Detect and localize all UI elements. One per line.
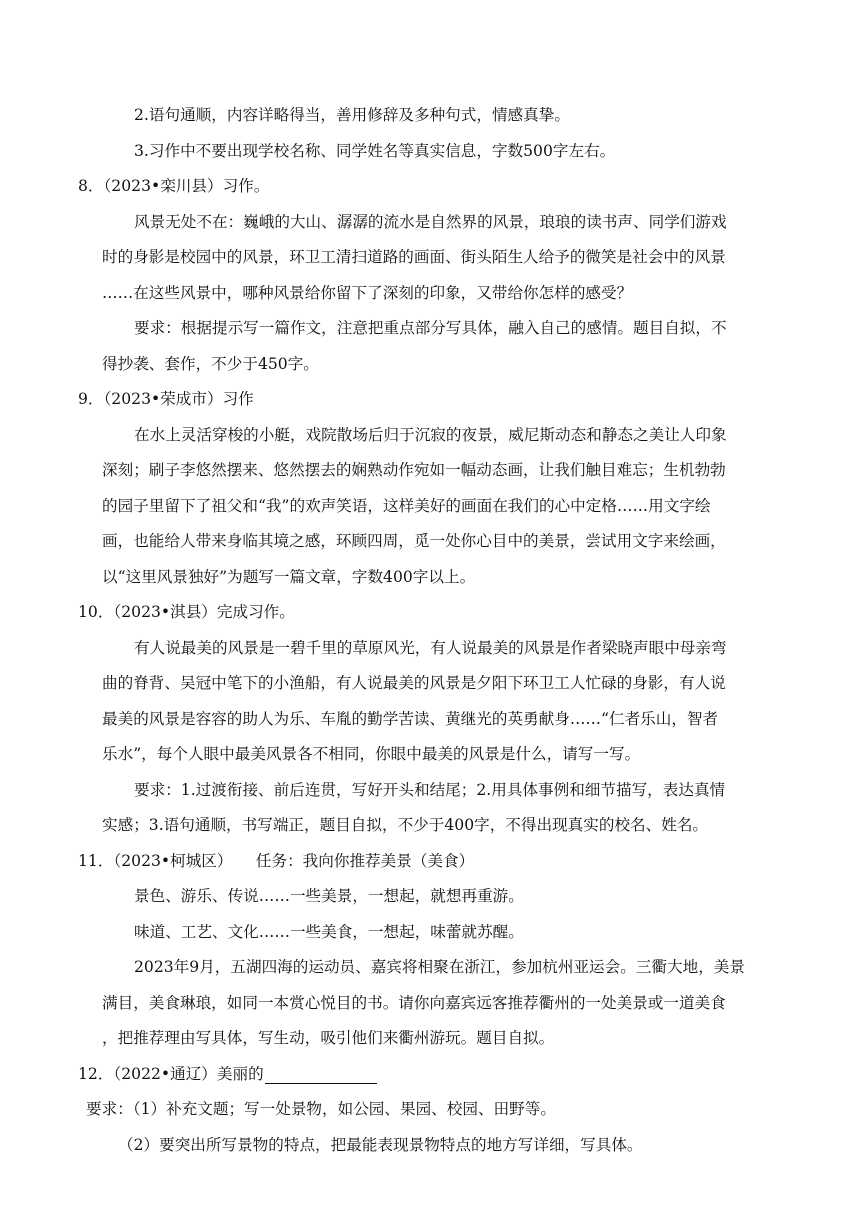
question-heading: 10．（2023•淇县）完成习作。 (78, 603, 295, 621)
text-line: 得抄袭、套作，不少于450字。 (102, 355, 319, 373)
text-line: 景色、游乐、传说……一些美景，一想起，就想再重游。 (134, 887, 524, 905)
text-line: 3.习作中不要出现学校名称、同学姓名等真实信息，字数500字左右。 (134, 142, 616, 160)
text-line: 最美的风景是容容的助人为乐、车胤的勤学苦读、黄继光的英勇献身……“仁者乐山，智者 (102, 710, 719, 728)
text-line: ，把推荐理由写具体，写生动，吸引他们来衢州游玩。题目自拟。 (102, 1029, 555, 1047)
text-line: 深刻；刷子李悠然摆来、悠然摆去的娴熟动作宛如一幅动态画，让我们触目难忘；生机勃勃 (102, 461, 726, 479)
text-line: 乐水”，每个人眼中最美风景各不相同，你眼中最美的风景是什么，请写一写。 (102, 745, 641, 763)
fill-in-blank (265, 1065, 377, 1084)
text-line: 要求：（1）补充文题；写一处景物，如公园、果园、校园、田野等。 (86, 1100, 556, 1118)
text-line: 的园子里留下了祖父和“我”的欢声笑语，这样美好的画面在我们的心中定格……用文字绘 (102, 497, 711, 515)
question-heading-text: 12．（2022•通辽）美丽的 (78, 1065, 264, 1083)
text-line: 曲的脊背、吴冠中笔下的小渔船，有人说最美的风景是夕阳下环卫工人忙碌的身影，有人说 (102, 674, 726, 692)
text-line: 2023年9月，五湖四海的运动员、嘉宾将相聚在浙江，参加杭州亚运会。三衢大地，美景 (134, 958, 745, 976)
question-heading (78, 1064, 377, 1084)
text-line: 要求：1.过渡衔接、前后连贯，写好开头和结尾；2.用具体事例和细节描写，表达真情 (134, 781, 726, 799)
text-line: 有人说最美的风景是一碧千里的草原风光，有人说最美的风景是作者梁晓声眼中母亲弯 (134, 639, 727, 657)
text-line: 味道、工艺、文化……一些美食，一想起，味蕾就苏醒。 (134, 923, 524, 941)
text-line: 时的身影是校园中的风景，环卫工清扫道路的画面、街头陌生人给予的微笑是社会中的风景 (102, 248, 726, 266)
text-line: 画，也能给人带来身临其境之感，环顾四周，觅一处你心目中的美景，尝试用文字来绘画， (102, 532, 726, 550)
question-heading: 8．（2023•栾川县）习作。 (78, 177, 270, 195)
question-heading: 11．（2023•柯城区） 任务：我向你推荐美景（美食） (78, 852, 475, 870)
text-line: 满目，美食琳琅，如同一本赏心悦目的书。请你向嘉宾远客推荐衢州的一处美景或一道美食 (102, 994, 726, 1012)
text-line: 以“这里风景独好”为题写一篇文章，字数400字以上。 (102, 568, 476, 586)
text-line: ……在这些风景中，哪种风景给你留下了深刻的印象，又带给你怎样的感受？ (102, 284, 633, 302)
question-heading: 9．（2023•荣成市）习作 (78, 390, 254, 408)
text-line: （2）要突出所写景物的特点，把最能表现景物特点的地方写详细，写具体。 (118, 1136, 643, 1154)
text-line: 风景无处不在：巍峨的大山、潺潺的流水是自然界的风景，琅琅的读书声、同学们游戏 (134, 213, 727, 231)
text-line: 要求：根据提示写一篇作文，注意把重点部分写具体，融入自己的感情。题目自拟，不 (134, 319, 727, 337)
text-line: 实感；3.语句通顺，书写端正，题目自拟，不少于400字，不得出现真实的校名、姓名。 (102, 816, 709, 834)
text-line: 2.语句通顺，内容详略得当，善用修辞及多种句式，情感真挚。 (134, 106, 570, 124)
text-line: 在水上灵活穿梭的小艇，戏院散场后归于沉寂的夜景，威尼斯动态和静态之美让人印象 (134, 426, 727, 444)
